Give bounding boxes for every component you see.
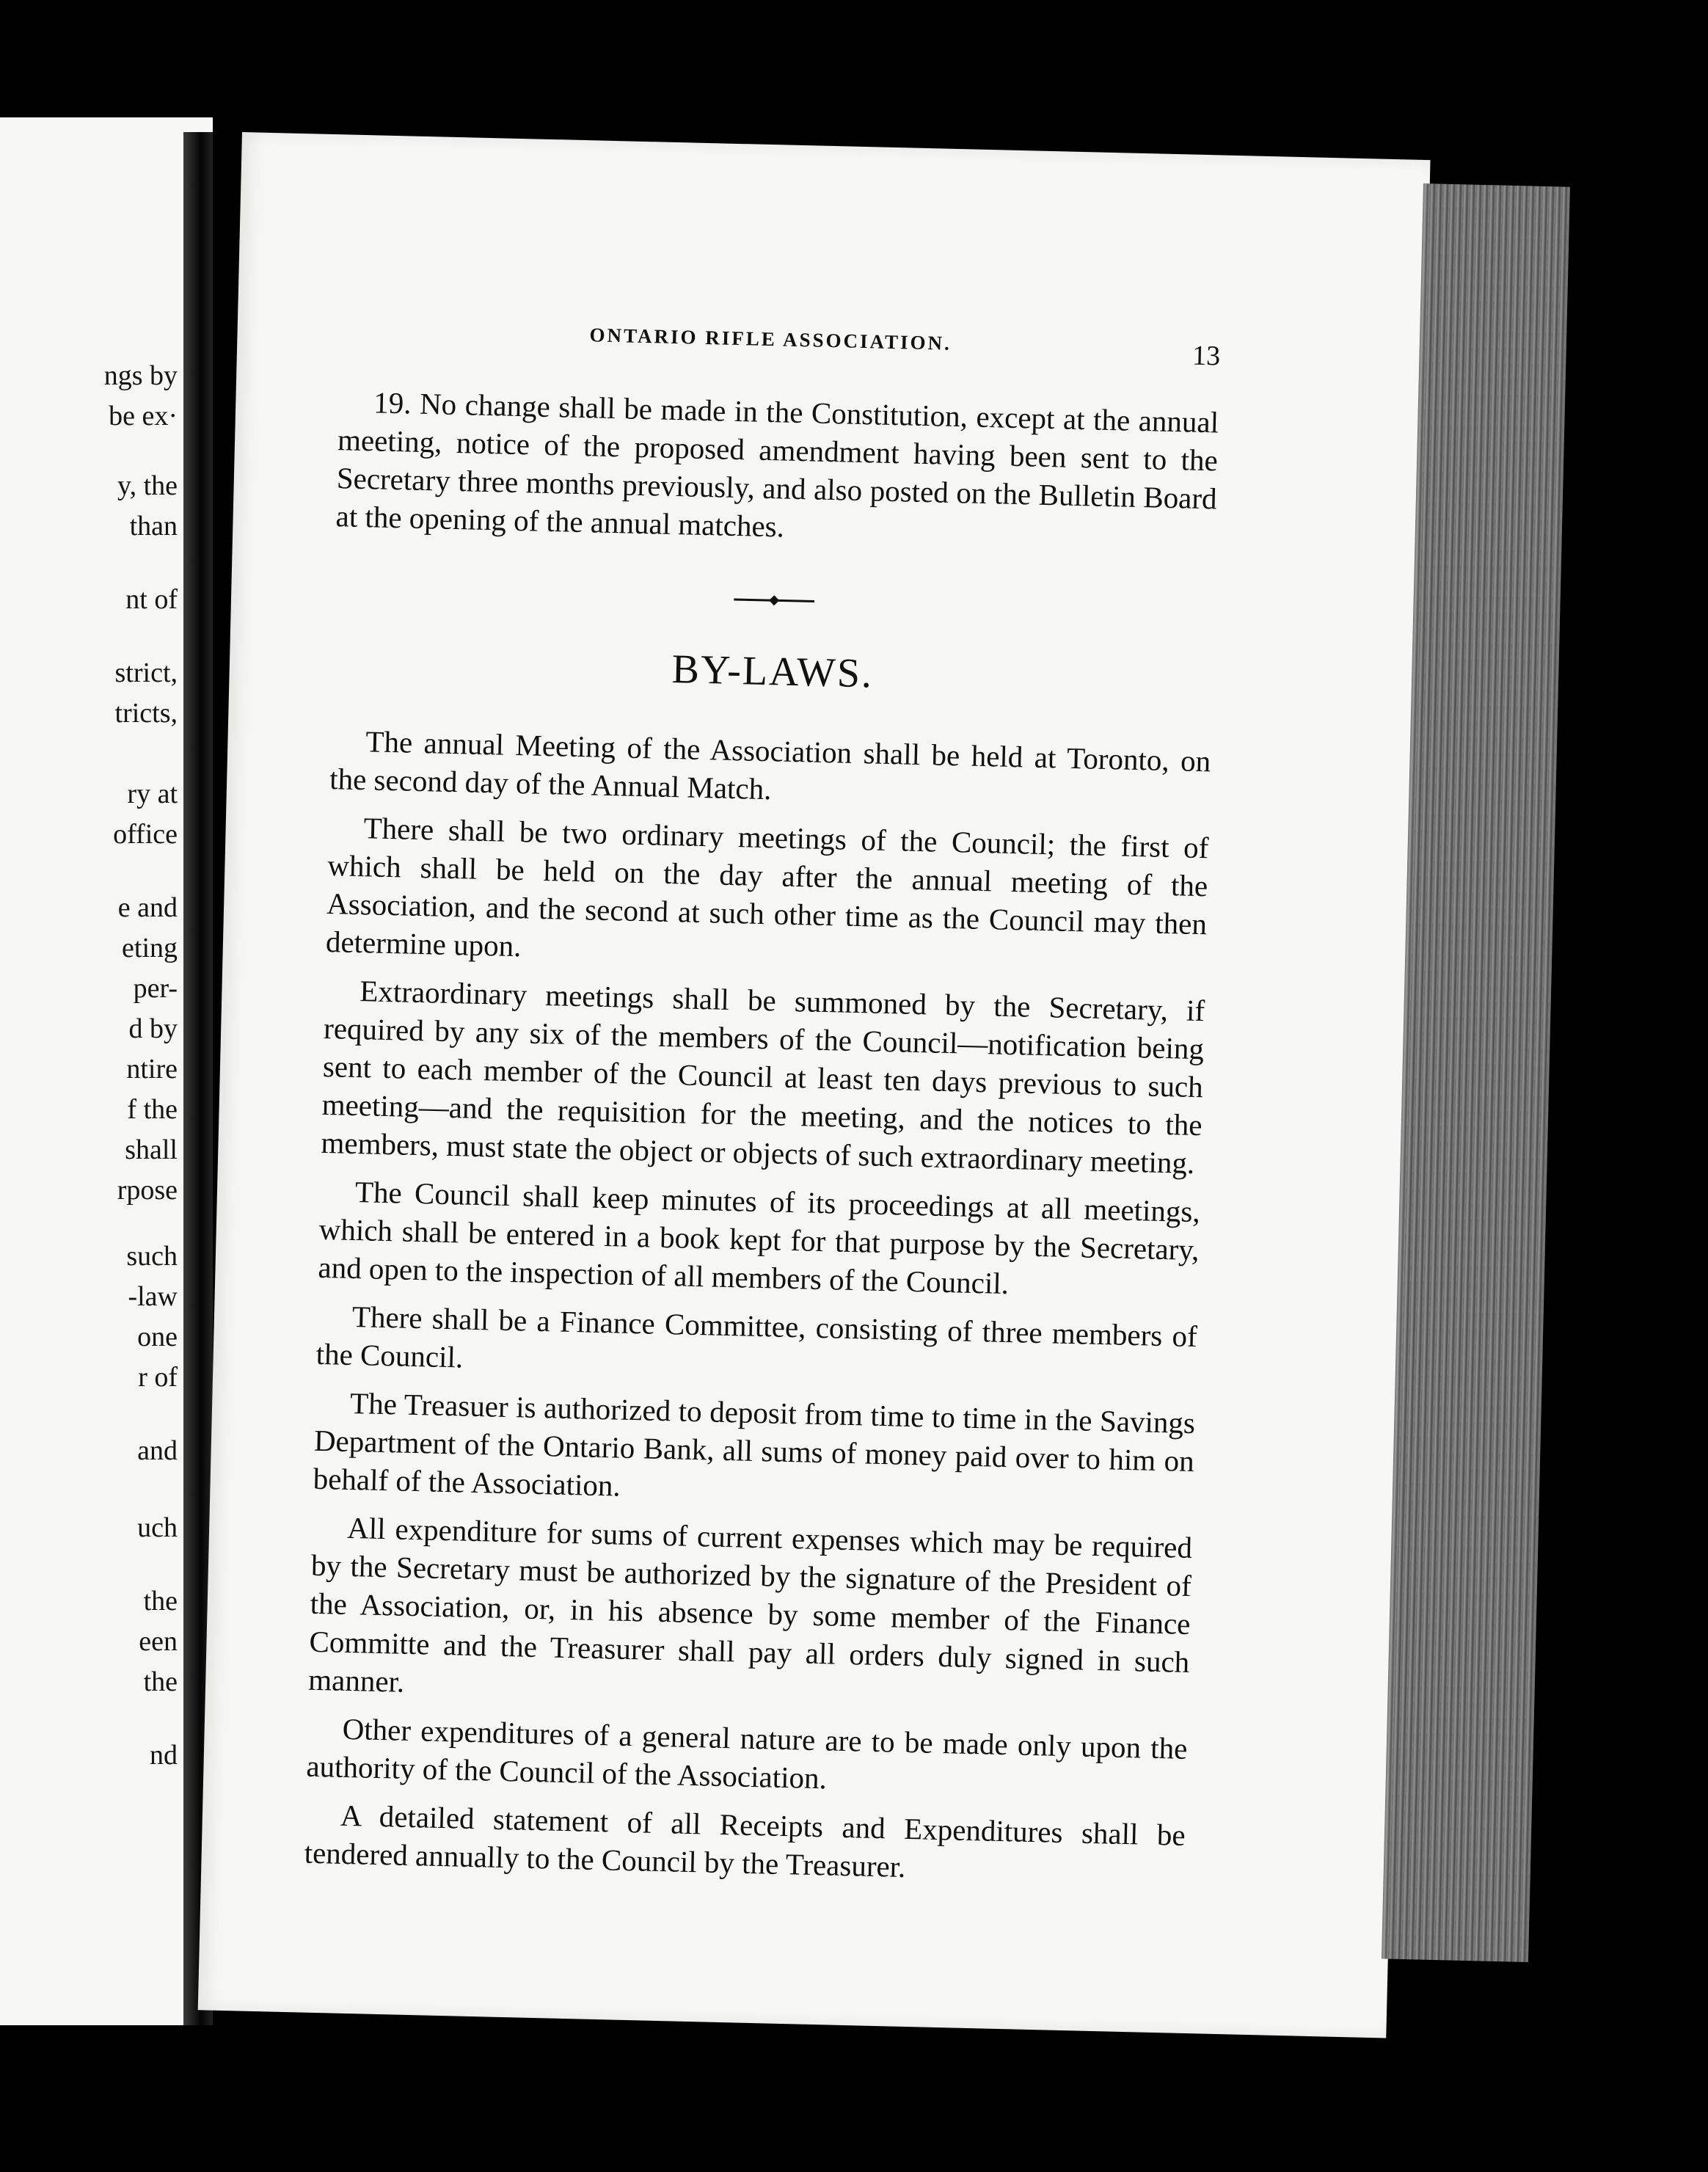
bylaw-paragraph: The Council shall keep minutes of its proceedings at all meetings, which shall be entered in a book kept for that purpose by the Secretary, and open to the inspection of all members of the Council. xyxy=(318,1175,1201,1301)
left-facing-page xyxy=(0,117,213,2025)
left-page-line: office xyxy=(113,819,178,850)
bylaw-paragraph: There shall be two ordinary meetings of the Council; the first of which shall be held on the day after the annual meeting of the Association, and the second at such other time as the Council may then determine upon. xyxy=(325,811,1209,963)
left-page-line: uch xyxy=(137,1512,178,1543)
running-head xyxy=(340,318,1221,382)
left-page-line: shall xyxy=(125,1134,178,1165)
left-page-line: een xyxy=(139,1626,178,1657)
section-heading: BY-LAWS. xyxy=(671,646,874,697)
bylaw-paragraph: The Treasuer is authorized to deposit from time to time in the Savings Department of the Ontario Bank, all sums of money paid over to him on behalf of the Association. xyxy=(313,1385,1196,1503)
section-ornament xyxy=(333,557,1215,644)
left-page-line: y, the xyxy=(117,470,178,501)
bylaw-paragraph: All expenditure for sums of current expenses which may be required by the Secretary must be authorized by the signature of the President of the Association, or, in his absence by some member of the Finance Committe and the Treasurer shall pay all orders duly signed in such manner. xyxy=(307,1510,1193,1699)
left-page-line: and xyxy=(137,1435,178,1466)
left-page-line: ntire xyxy=(126,1054,178,1085)
bylaw-paragraph: There shall be a Finance Committee, consisting of three members of the Council. xyxy=(315,1299,1198,1374)
left-page-line: d by xyxy=(128,1013,178,1044)
left-page-line: nd xyxy=(150,1740,178,1771)
left-page-line: per- xyxy=(133,973,178,1004)
book-page xyxy=(198,132,1431,2038)
left-page-line: r of xyxy=(138,1362,178,1393)
left-page-line: e and xyxy=(117,892,178,923)
left-page-line: nt of xyxy=(125,584,178,615)
bylaw-paragraph: The annual Meeting of the Association shall be held at Toronto, on the second day of the Annual Match. xyxy=(329,724,1211,806)
page-content xyxy=(304,318,1221,1903)
left-page-line: the xyxy=(143,1666,178,1697)
page-number: 13 xyxy=(1191,340,1221,372)
running-head-title: ONTARIO RIFLE ASSOCIATION. xyxy=(589,324,952,354)
bylaw-paragraph: Other expenditures of a general nature are to be made only upon the authority of the Council of the Association. xyxy=(306,1711,1188,1796)
left-page-line: strict, xyxy=(114,657,178,688)
left-page-line: be ex· xyxy=(109,401,178,431)
left-page-line: the xyxy=(143,1586,178,1617)
left-page-line: eting xyxy=(122,933,178,963)
left-page-line: ngs by xyxy=(103,360,178,391)
left-page-line: rpose xyxy=(117,1175,178,1206)
left-page-line: tricts, xyxy=(114,698,178,729)
left-page-line: ry at xyxy=(127,779,178,809)
left-page-line: than xyxy=(129,511,178,542)
bylaw-paragraph: Extraordinary meetings shall be summoned by the Secretary, if required by any six of the members of the Council—notification being sent to each member of the Council at least ten days previous to such meeting—and the requisition for the meeting, and the notices to the members, must state the object or objects of such extraordinary meeting. xyxy=(321,974,1205,1180)
left-page-line: such xyxy=(126,1241,178,1272)
left-page-line: -law xyxy=(128,1281,178,1312)
article-19: 19. No change shall be made in the Constitution, except at the annual meeting, notice of the proposed amendment having been sent to the Secretary three months previously, and also posted on the Bulletin Board at the opening of the annual matches. xyxy=(335,385,1219,544)
bylaw-paragraph: A detailed statement of all Receipts and Expenditures shall be tendered annually to the Council by the Treasurer. xyxy=(304,1798,1186,1884)
left-page-line: one xyxy=(137,1322,178,1352)
left-page-line: f the xyxy=(127,1094,178,1125)
